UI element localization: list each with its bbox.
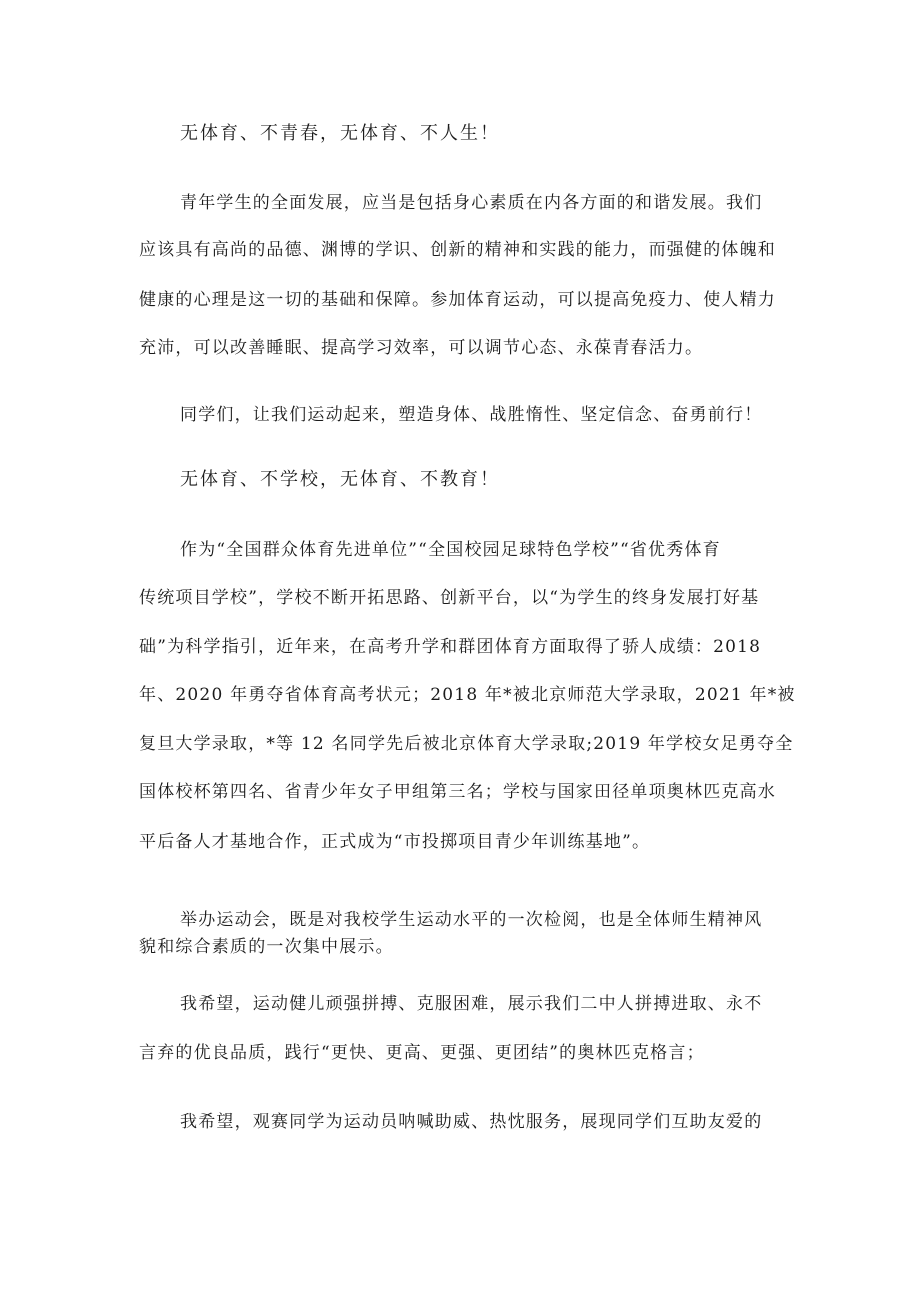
paragraph-call-to-action: 同学们，让我们运动起来，塑造身体、战胜惰性、坚定信念、奋勇前行！ <box>180 405 763 425</box>
paragraph-line: 国体校杯第四名、省青少年女子甲组第三名；学校与国家田径单项奥林匹克高水 <box>139 782 776 802</box>
paragraph-line: 年、2020 年勇夺省体育高考状元；2018 年*被北京师范大学录取，2021 年*被 <box>139 685 796 705</box>
paragraph-line: 应该具有高尚的品德、渊博的学识、创新的精神和实践的能力，而强健的体魄和 <box>139 240 776 260</box>
paragraph-line: 我希望，观赛同学为运动员呐喊助威、热忱服务，展现同学们互助友爱的 <box>180 1112 763 1132</box>
paragraph-line: 青年学生的全面发展，应当是包括身心素质在内各方面的和谐发展。我们 <box>180 193 763 213</box>
paragraph-line: 健康的心理是这一切的基础和保障。参加体育运动，可以提高免疫力、使人精力 <box>139 290 776 310</box>
paragraph-line: 传统项目学校”，学校不断开拓思路、创新平台，以“为学生的终身发展打好基 <box>139 588 760 608</box>
heading-no-sports-no-school: 无体育、不学校，无体育、不教育！ <box>180 469 500 490</box>
paragraph-line: 我希望，运动健儿顽强拼搏、克服困难，展示我们二中人拼搏进取、永不 <box>180 994 763 1014</box>
paragraph-line: 复旦大学录取，*等 12 名同学先后被北京体育大学录取;2019 年学校女足勇夺全 <box>139 734 794 754</box>
paragraph-line: 础”为科学指引，近年来，在高考升学和群团体育方面取得了骄人成绩：2018 <box>139 637 762 657</box>
paragraph-line: 平后备人才基地合作，正式成为“市投掷项目青少年训练基地”。 <box>139 832 651 852</box>
heading-no-sports-no-youth: 无体育、不青春，无体育、不人生！ <box>180 123 500 144</box>
paragraph-line: 充沛，可以改善睡眠、提高学习效率，可以调节心态、永葆青春活力。 <box>139 338 704 358</box>
paragraph-line: 言弃的优良品质，践行“更快、更高、更强、更团结”的奥林匹克格言； <box>139 1043 705 1063</box>
paragraph-line: 举办运动会，既是对我校学生运动水平的一次检阅，也是全体师生精神风 <box>180 910 763 930</box>
paragraph-line: 作为“全国群众体育先进单位”“全国校园足球特色学校”“省优秀体育 <box>180 540 721 560</box>
paragraph-line: 貌和综合素质的一次集中展示。 <box>139 937 394 957</box>
